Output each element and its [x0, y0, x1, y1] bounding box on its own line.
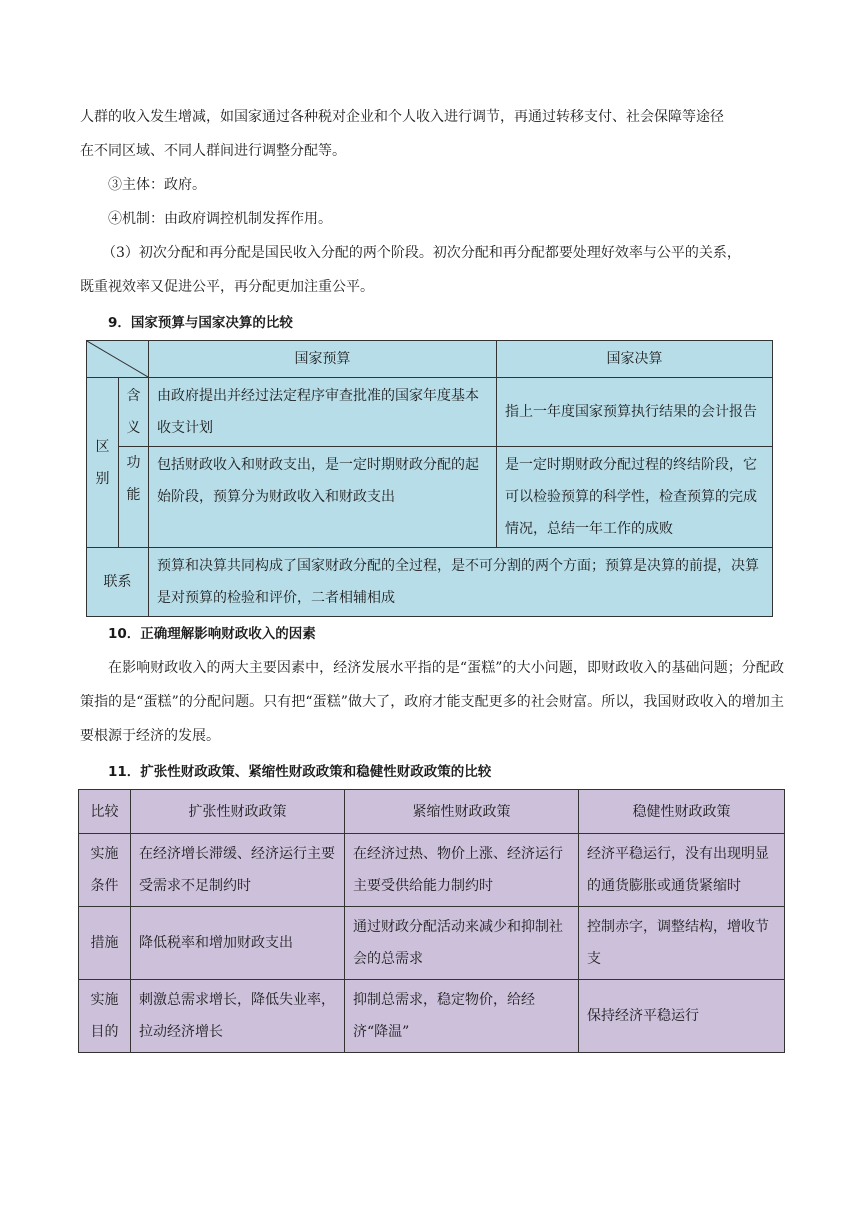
measures-prudent: 控制赤字，调整结构，增收节支: [579, 907, 785, 980]
section9-title: 9．国家预算与国家决算的比较: [108, 315, 293, 331]
table-header-row: [79, 790, 785, 834]
table-row-function: [87, 447, 773, 548]
function-budget-cell: 包括财政收入和财政支出，是一定时期财政分配的起始阶段，预算分为财政收入和财政支出: [149, 447, 497, 548]
table-row-conditions: [79, 834, 785, 907]
header-budget: 国家预算: [149, 341, 497, 378]
table-row-measures: [79, 907, 785, 980]
intro-mechanism: ④机制：由政府调控机制发挥作用。: [108, 211, 332, 227]
diagonal-corner-cell: [87, 341, 149, 378]
goals-expansionary: 刺激总需求增长，降低失业率，拉动经济增长: [131, 980, 345, 1053]
link-text-cell: 预算和决算共同构成了国家财政分配的全过程，是不可分割的两个方面；预算是决算的前提，决算是对预算的检验和评价，二者相辅相成: [149, 548, 773, 617]
meaning-budget-cell: 由政府提出并经过法定程序审查批准的国家年度基本收支计划: [149, 378, 497, 447]
document-page: [80, 100, 784, 1053]
goals-prudent: 保持经济平稳运行: [579, 980, 785, 1053]
measures-expansionary: 降低税率和增加财政支出: [131, 907, 345, 980]
group-label-difference: 区 别: [87, 378, 119, 548]
row-label-measures: 措施: [79, 907, 131, 980]
table-row-goals: [79, 980, 785, 1053]
header-expansionary: 扩张性财政政策: [131, 790, 345, 834]
fiscal-policy-comparison-table: [78, 789, 785, 1053]
section10-title: 10．正确理解影响财政收入的因素: [108, 626, 316, 642]
measures-contractionary: 通过财政分配活动来减少和抑制社会的总需求: [345, 907, 579, 980]
intro-line-2: 在不同区域、不同人群间进行调整分配等。: [80, 143, 346, 159]
goals-contractionary: 抑制总需求，稳定物价，给经济“降温”: [345, 980, 579, 1053]
row-label-function: 功 能: [119, 447, 149, 548]
table-row-link: [87, 548, 773, 617]
conditions-expansionary: 在经济增长滞缓、经济运行主要受需求不足制约时: [131, 834, 345, 907]
row-label-goals: 实施 目的: [79, 980, 131, 1053]
section10-body: 在影响财政收入的两大主要因素中，经济发展水平指的是“蛋糕”的大小问题，即财政收入的基础问题；分配政策指的是“蛋糕”的分配问题。只有把“蛋糕”做大了，政府才能支配更多的社会财富。所以，我国财政收入的增加主要根源于经济的发展。: [80, 660, 784, 744]
header-final-accounts: 国家决算: [497, 341, 773, 378]
function-final-cell: 是一定时期财政分配过程的终结阶段，它可以检验预算的科学性，检查预算的完成情况，总结一年工作的成败: [497, 447, 773, 548]
header-contractionary: 紧缩性财政政策: [345, 790, 579, 834]
section11-title: 11．扩张性财政政策、紧缩性财政政策和稳健性财政政策的比较: [108, 764, 492, 780]
row-label-conditions: 实施 条件: [79, 834, 131, 907]
budget-comparison-table: [86, 340, 773, 617]
intro-line-1: 人群的收入发生增减，如国家通过各种税对企业和个人收入进行调节，再通过转移支付、社会保障等途径: [80, 109, 724, 125]
meaning-final-cell: 指上一年度国家预算执行结果的会计报告: [497, 378, 773, 447]
intro-subject: ③主体：政府。: [108, 177, 206, 193]
table-header-row: [87, 341, 773, 378]
diagonal-line: [87, 341, 148, 377]
conditions-prudent: 经济平稳运行，没有出现明显的通货膨胀或通货紧缩时: [579, 834, 785, 907]
intro-para3-line1: （3）初次分配和再分配是国民收入分配的两个阶段。初次分配和再分配都要处理好效率与公平的关系，: [102, 245, 741, 261]
header-prudent: 稳健性财政政策: [579, 790, 785, 834]
row-label-link: 联系: [87, 548, 149, 617]
table-row-meaning: [87, 378, 773, 447]
row-label-meaning: 含 义: [119, 378, 149, 447]
conditions-contractionary: 在经济过热、物价上涨、经济运行主要受供给能力制约时: [345, 834, 579, 907]
header-compare: 比较: [79, 790, 131, 834]
intro-para3-line2: 既重视效率又促进公平，再分配更加注重公平。: [80, 279, 374, 295]
